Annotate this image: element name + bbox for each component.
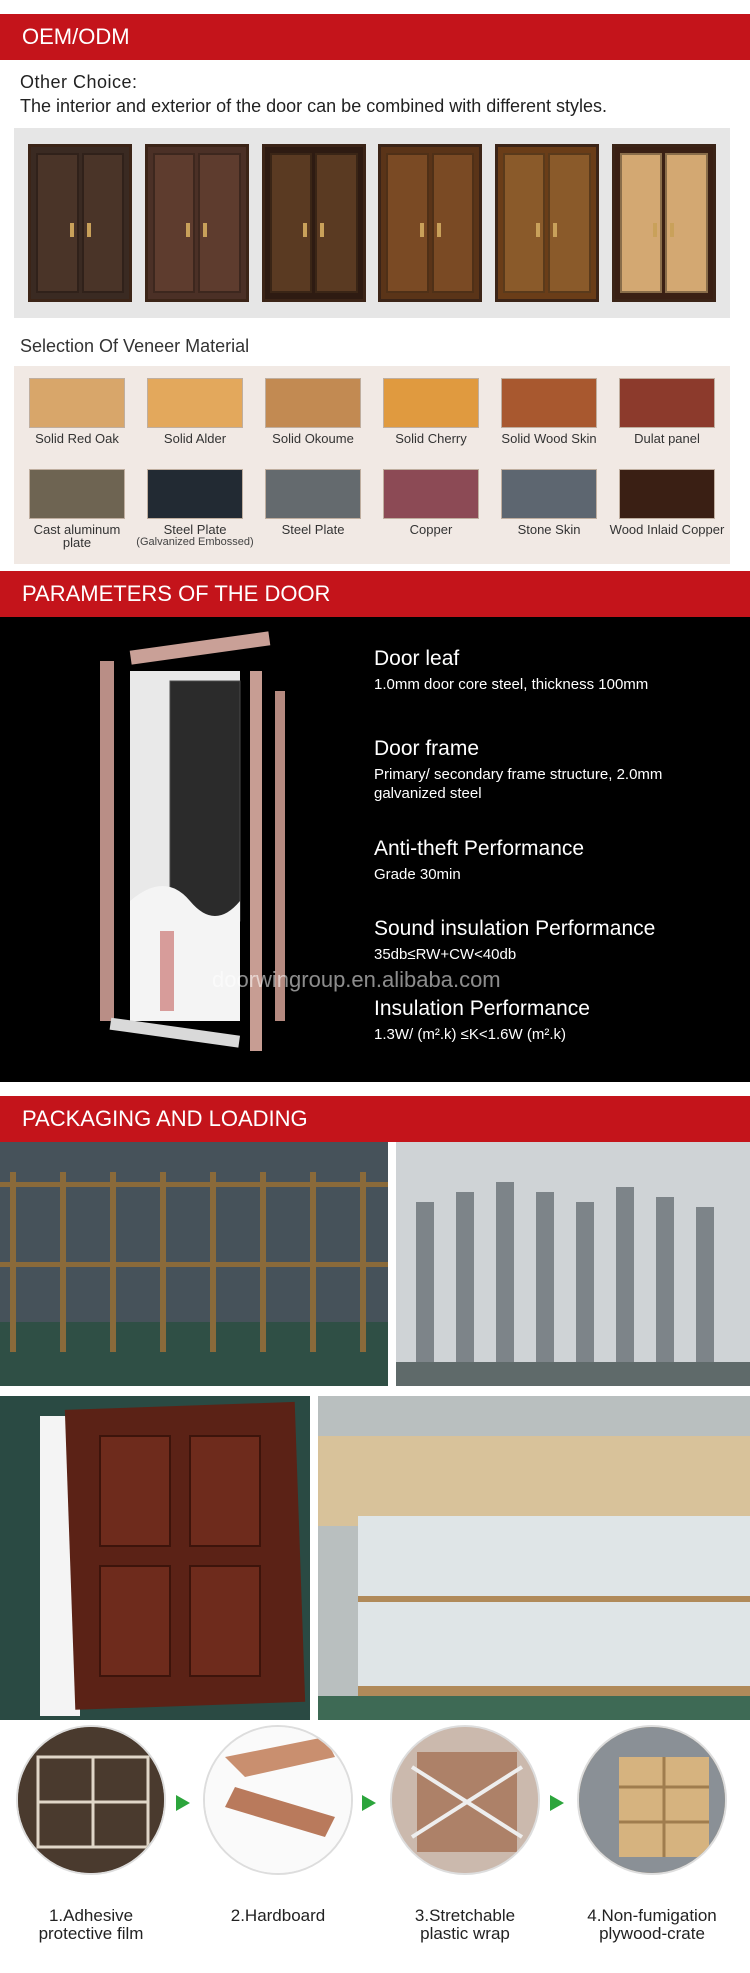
veneer-item	[372, 378, 490, 469]
door-leaf	[198, 153, 241, 293]
veneer-name: Copper	[409, 522, 453, 537]
door-leaf	[36, 153, 79, 293]
step-label: 3.Stretchable plastic wrap	[414, 1906, 516, 1943]
veneer-swatch	[29, 378, 125, 428]
step-image	[16, 1725, 166, 1875]
veneer-name: Cast aluminum plate	[33, 522, 121, 550]
door-style-2	[145, 144, 249, 302]
door-style-5	[495, 144, 599, 302]
door-style-1	[28, 144, 132, 302]
door-leaf	[315, 153, 358, 293]
param-detail: Grade 30min	[374, 866, 461, 883]
packing-steps	[0, 1725, 750, 1973]
param-detail: 35db≤RW+CW<40db	[374, 946, 517, 963]
veneer-item	[136, 378, 254, 469]
veneer-name: Solid Wood Skin	[501, 431, 597, 446]
veneer-name: Solid Okoume	[272, 431, 354, 446]
veneer-name: Wood Inlaid Copper	[609, 522, 725, 537]
veneer-item	[608, 469, 726, 560]
oem-title: OEM/ODM	[22, 24, 130, 49]
veneer-item	[18, 469, 136, 560]
frame-piece	[250, 671, 262, 1051]
door-structure-diagram	[70, 631, 330, 1071]
packing-step-3	[390, 1725, 540, 1943]
parameters-panel	[0, 617, 750, 1082]
veneer-name: Solid Red Oak	[35, 431, 119, 446]
honeycomb-core	[170, 681, 240, 921]
parameters-banner	[0, 571, 750, 617]
intro-text	[20, 70, 607, 118]
door-leaf	[548, 153, 591, 293]
veneer-name: Solid Cherry	[395, 431, 467, 446]
param-heading: Sound insulation Performance	[374, 917, 656, 940]
warehouse-photo-1	[0, 1142, 388, 1386]
veneer-name: Steel Plate	[281, 522, 345, 537]
param-heading: Anti-theft Performance	[374, 837, 585, 860]
door-closeup-photo	[0, 1396, 310, 1720]
veneer-swatch	[383, 378, 479, 428]
veneer-item	[136, 469, 254, 560]
door-style-3	[262, 144, 366, 302]
arrow-icon	[362, 1795, 376, 1811]
step-label: 1.Adhesive protective film	[38, 1906, 144, 1943]
step-image	[577, 1725, 727, 1875]
param-sound-insulation	[374, 917, 714, 964]
param-detail: Primary/ secondary frame structure, 2.0mm galvanized steel	[374, 766, 663, 802]
param-insulation	[374, 997, 714, 1044]
veneer-item	[372, 469, 490, 560]
veneer-swatch	[29, 469, 125, 519]
door-leaf	[270, 153, 313, 293]
arrow-icon	[550, 1795, 564, 1811]
packing-step-4	[577, 1725, 727, 1943]
veneer-item	[18, 378, 136, 469]
veneer-swatch	[265, 469, 361, 519]
veneer-swatch	[383, 469, 479, 519]
frame-piece	[100, 661, 114, 1021]
param-detail: 1.0mm door core steel, thickness 100mm	[374, 676, 649, 693]
veneer-item	[608, 378, 726, 469]
frame-bottom	[110, 1018, 240, 1048]
param-heading: Door leaf	[374, 647, 460, 670]
intro-label: Other Choice:	[20, 72, 138, 92]
intro-description: The interior and exterior of the door can be combined with different styles.	[20, 96, 607, 116]
veneer-item	[490, 469, 608, 560]
parameters-title: PARAMETERS OF THE DOOR	[22, 581, 331, 606]
packing-step-1	[16, 1725, 166, 1943]
veneer-name: Dulat panel	[634, 431, 700, 446]
packaging-title: PACKAGING AND LOADING	[22, 1106, 308, 1131]
veneer-subtitle: (Galvanized Embossed)	[136, 536, 254, 548]
step-image	[390, 1725, 540, 1875]
veneer-name: Steel Plate	[163, 522, 227, 537]
watermark: doorwingroup.en.alibaba.com	[212, 967, 501, 992]
param-anti-theft	[374, 837, 714, 884]
door-leaf	[665, 153, 708, 293]
veneer-swatch	[265, 378, 361, 428]
param-heading: Insulation Performance	[374, 997, 590, 1020]
door-styles-gallery	[14, 128, 730, 318]
frame-strip	[160, 931, 174, 1011]
veneer-swatch	[501, 469, 597, 519]
step-label: 4.Non-fumigation plywood-crate	[587, 1906, 717, 1943]
step-label: 2.Hardboard	[230, 1906, 326, 1925]
veneer-item	[254, 378, 372, 469]
veneer-material-grid	[14, 366, 730, 564]
param-detail: 1.3W/ (m².k) ≤K<1.6W (m².k)	[374, 1026, 566, 1043]
veneer-item	[254, 469, 372, 560]
door-leaf	[503, 153, 546, 293]
veneer-swatch	[619, 378, 715, 428]
veneer-swatch	[619, 469, 715, 519]
veneer-title: Selection Of Veneer Material	[20, 336, 250, 356]
veneer-swatch	[501, 378, 597, 428]
pallet-stack-photo	[318, 1396, 750, 1720]
door-style-6	[612, 144, 716, 302]
veneer-swatch	[147, 378, 243, 428]
veneer-name: Stone Skin	[517, 522, 581, 537]
param-door-leaf	[374, 647, 714, 694]
arrow-icon	[176, 1795, 190, 1811]
packing-step-2	[203, 1725, 353, 1925]
door-leaf	[82, 153, 125, 293]
param-heading: Door frame	[374, 737, 480, 760]
door-leaf	[386, 153, 429, 293]
veneer-item	[490, 378, 608, 469]
veneer-name: Solid Alder	[163, 431, 227, 446]
door-leaf	[432, 153, 475, 293]
step-image	[203, 1725, 353, 1875]
param-door-frame	[374, 737, 714, 803]
veneer-swatch	[147, 469, 243, 519]
packaging-banner	[0, 1096, 750, 1142]
door-style-4	[378, 144, 482, 302]
warehouse-photo-2	[396, 1142, 750, 1386]
door-leaf	[620, 153, 663, 293]
frame-top	[130, 631, 271, 664]
oem-banner	[0, 14, 750, 60]
door-leaf	[153, 153, 196, 293]
